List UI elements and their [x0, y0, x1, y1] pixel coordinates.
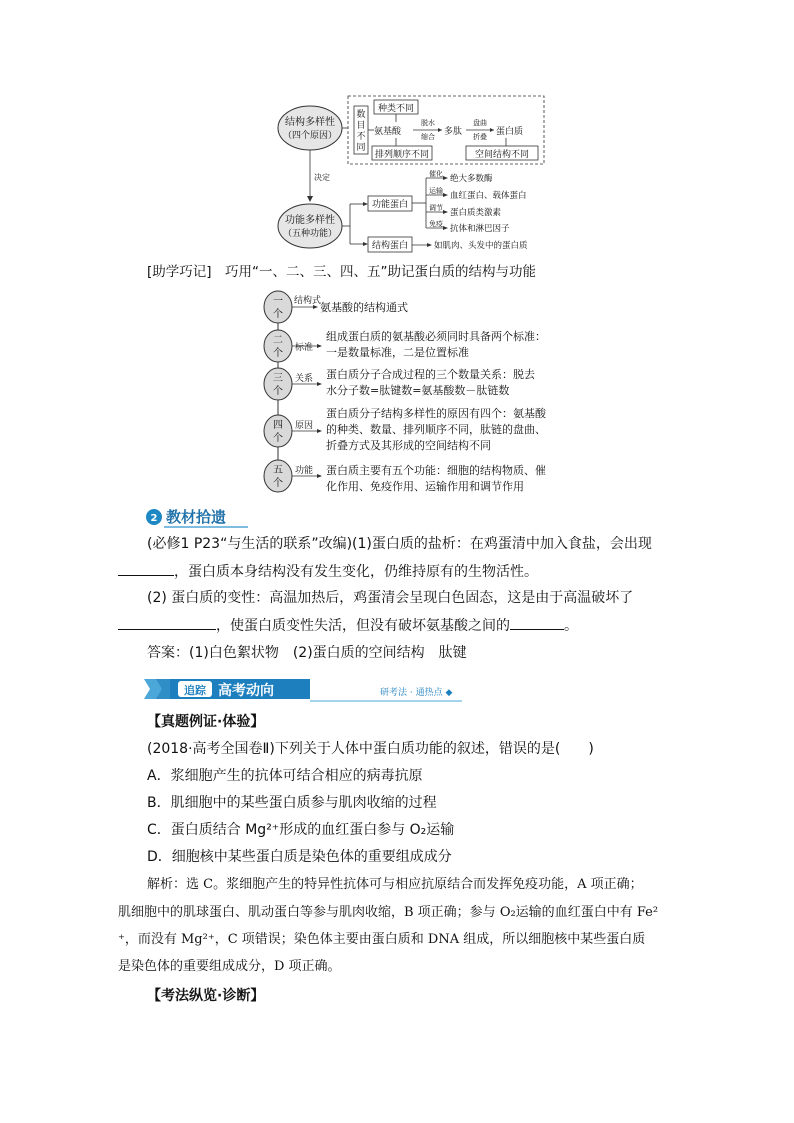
exam-heading: 【真题例证·体验】 [147, 714, 265, 730]
textbook-q1-line1: (必修1 P23“与生活的联系”改编)(1)蛋白质的盐析：在鸡蛋清中加入食盐，会出现 [147, 536, 652, 552]
banner-title: 高考动向 [218, 683, 274, 699]
function-example: 血红蛋白、载体蛋白 [450, 191, 527, 201]
exam-analysis-line: 解析：选 C。浆细胞产生的特异性抗体可与相应抗原结合而发挥免疫功能，A 项正确； [147, 877, 643, 892]
mnemonic-diagram [258, 288, 578, 498]
function-tag: 调节 [429, 204, 443, 212]
function-branch [426, 203, 502, 218]
exam-option: C．蛋白质结合 Mg²⁺形成的血红蛋白参与 O₂运输 [147, 822, 455, 838]
svg-text:2: 2 [150, 513, 158, 524]
exam-analysis-line: 是染色体的重要组成成分，D 项正确。 [118, 959, 341, 974]
circle-char: 个 [273, 348, 283, 359]
decide-label: 决定 [314, 173, 330, 182]
circle-char: 二 [273, 335, 283, 346]
answer-blank[interactable] [510, 615, 564, 630]
exam-option: A．浆细胞产生的抗体可结合相应的病毒抗原 [147, 768, 423, 784]
overview-heading: 【考法纵览·诊断】 [147, 988, 265, 1004]
mnemonic-tag: 功能 [295, 466, 314, 476]
fold-top: 盘曲 [473, 119, 487, 127]
circle-char: 个 [273, 386, 283, 397]
answer-blank[interactable] [118, 561, 174, 576]
mnemonic-line: 蛋白质分子合成过程的三个数量关系：脱去 [326, 368, 535, 381]
polypeptide-label: 多肽 [444, 127, 463, 137]
structure-diversity-node [278, 106, 342, 150]
textbook-q2-line1: (2) 蛋白质的变性：高温加热后，鸡蛋清会呈现白色固态，这是由于高温破坏了 [147, 590, 634, 606]
function-tag: 催化 [429, 170, 443, 178]
structural-example: 如肌肉、头发中的蛋白质 [434, 241, 528, 251]
circle-char: 四 [273, 420, 283, 431]
banner-chip-text: 追踪 [184, 684, 206, 697]
exam-option: B．肌细胞中的某些蛋白质参与肌肉收缩的过程 [147, 795, 437, 811]
mnemonic-line: 一是数量标准，二是位置标准 [326, 346, 469, 359]
mnemonic-line: 水分子数=肽键数=氨基酸数－肽链数 [326, 384, 510, 397]
mnemonic-line: 蛋白质分子结构多样性的原因有四个：氨基酸 [326, 407, 546, 420]
circle-char: 个 [273, 433, 283, 444]
mnemonic-tag: 标准 [295, 343, 314, 353]
function-example: 绝大多数酶 [450, 174, 493, 184]
structure-node-line2: （四个原因） [282, 131, 338, 141]
mnemonic-line: 折叠方式及其形成的空间结构不同 [326, 439, 491, 452]
kind-diff-label: 种类不同 [377, 104, 415, 114]
vertical-char: 同 [356, 143, 366, 153]
protein-label: 蛋白质 [496, 127, 524, 137]
amino-acid-label: 氨基酸 [374, 127, 402, 137]
exam-analysis-line: ⁺，而没有 Mg²⁺，C 项错误；染色体主要由蛋白质和 DNA 组成，所以细胞核中某些蛋白质 [118, 932, 646, 947]
structural-protein-label: 结构蛋白 [371, 241, 409, 251]
mnemonic-line: 组成蛋白质的氨基酸必须同时具备两个标准： [326, 330, 546, 343]
structure-node-line1: 结构多样性 [285, 117, 335, 128]
vertical-char: 数 [356, 110, 366, 120]
function-node-line2: （五种功能） [282, 229, 338, 239]
mnemonic-line: 氨基酸的结构通式 [320, 301, 408, 314]
textbook-answer: 答案：(1)白色絮状物 (2)蛋白质的空间结构 肽键 [147, 645, 467, 661]
mnemonic-tag: 关系 [295, 374, 314, 384]
textbook-section-heading [144, 505, 254, 529]
exam-option: D．细胞核中某些蛋白质是染色体的重要组成成分 [147, 849, 452, 865]
order-diff-label: 排列顺序不同 [374, 150, 430, 160]
mnemonic-row [264, 367, 535, 400]
function-tag: 免疫 [429, 220, 443, 228]
mnemonic-row [264, 329, 546, 362]
dehydration-bottom: 缩合 [421, 133, 435, 141]
circle-char: 五 [273, 465, 283, 476]
memo-title: [助学巧记] 巧用“一、二、三、四、五”助记蛋白质的结构与功能 [147, 264, 537, 280]
function-example: 蛋白质类激素 [450, 208, 502, 218]
mnemonic-row [264, 460, 546, 493]
vertical-char: 不 [356, 132, 366, 142]
function-diversity-node [278, 204, 342, 248]
mnemonic-line: 化作用、免疫作用、运输作用和调节作用 [326, 480, 524, 493]
fold-bottom: 折叠 [473, 133, 487, 141]
vertical-char: 目 [356, 121, 366, 131]
textbook-section-title: 教材拾遗 [166, 508, 227, 526]
circle-char: 一 [273, 296, 283, 307]
textbook-q1-line2: ，蛋白质本身结构没有发生变化，仍维持原有的生物活性。 [118, 561, 538, 582]
function-branch [426, 169, 493, 184]
circle-char: 个 [273, 309, 283, 320]
mnemonic-line: 的种类、数量、排列顺序不同，肽链的盘曲、 [326, 423, 546, 436]
circle-char: 三 [273, 373, 283, 384]
mnemonic-row [264, 406, 547, 452]
mnemonic-tag: 原因 [295, 421, 314, 431]
circle-char: 个 [273, 478, 283, 489]
function-tag: 运输 [429, 187, 443, 195]
function-branch [426, 219, 510, 234]
banner-right-text: 研考法 · 通热点 ◆ [380, 688, 453, 698]
protein-structure-function-diagram [270, 92, 570, 260]
function-example: 抗体和淋巴因子 [450, 224, 510, 234]
exam-stem: (2018·高考全国卷Ⅱ)下列关于人体中蛋白质功能的叙述，错误的是( ) [147, 741, 594, 757]
textbook-q2-line2: ，使蛋白质变性失活，但没有破坏氨基酸之间的 。 [118, 615, 578, 636]
function-node-line1: 功能多样性 [285, 215, 335, 226]
function-branch [426, 186, 527, 201]
functional-protein-label: 功能蛋白 [371, 200, 409, 210]
mnemonic-line: 蛋白质主要有五个功能：细胞的结构物质、催 [326, 464, 546, 477]
spatial-diff-label: 空间结构不同 [474, 150, 530, 160]
mnemonic-tag: 结构式 [294, 296, 322, 306]
answer-blank[interactable] [118, 615, 216, 630]
exam-analysis-line: 肌细胞中的肌球蛋白、肌动蛋白等参与肌肉收缩，B 项正确；参与 O₂运输的血红蛋白中有 Fe² [118, 905, 659, 920]
dehydration-top: 脱水 [421, 119, 435, 127]
mnemonic-row [264, 291, 408, 323]
